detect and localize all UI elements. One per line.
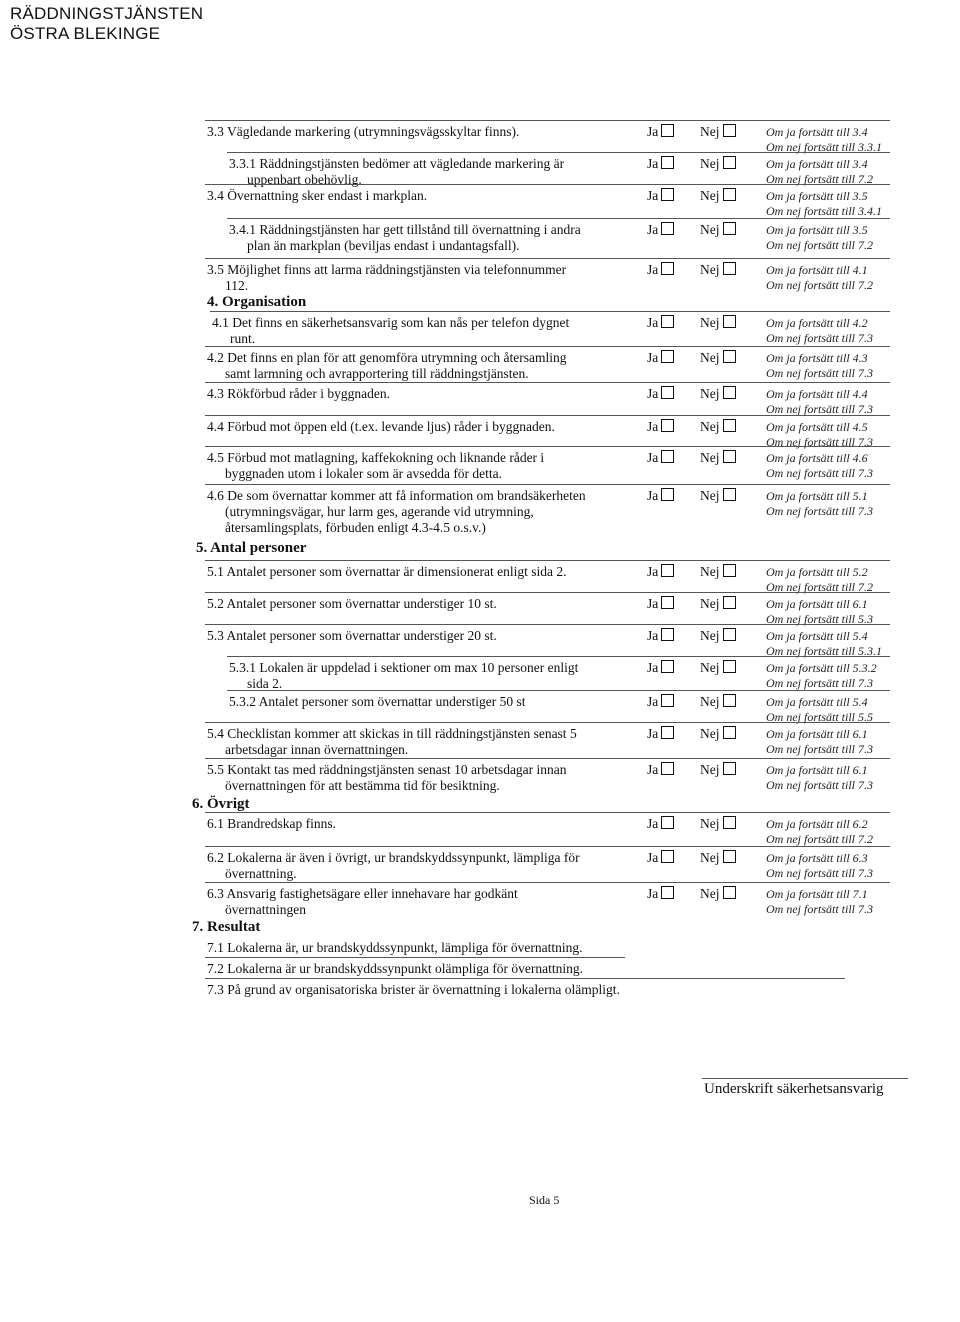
question-text: 4.1 Det finns en säkerhetsansvarig som kan nås per telefon dygnet bbox=[212, 315, 570, 330]
ja-instruction: Om ja fortsätt till 5.1 bbox=[766, 489, 868, 503]
result-7-1: 7.1 Lokalerna är, ur brandskyddssynpunkt, lämpliga för övernattning. bbox=[207, 940, 583, 955]
ja-checkbox[interactable] bbox=[647, 222, 674, 238]
row-separator bbox=[205, 758, 890, 759]
checkbox-square[interactable] bbox=[661, 660, 674, 673]
ja-checkbox[interactable] bbox=[647, 350, 674, 366]
row-separator bbox=[227, 152, 890, 153]
ja-checkbox[interactable] bbox=[647, 694, 674, 710]
result-7-2: 7.2 Lokalerna är ur brandskyddssynpunkt olämpliga för övernattning. bbox=[207, 961, 584, 976]
checkbox-square[interactable] bbox=[661, 222, 674, 235]
checkbox-square[interactable] bbox=[661, 188, 674, 201]
nej-label: Nej bbox=[700, 350, 720, 365]
row-separator bbox=[205, 882, 890, 883]
nej-label: Nej bbox=[700, 315, 720, 330]
nej-checkbox[interactable] bbox=[700, 816, 736, 832]
nej-instruction: Om nej fortsätt till 7.3 bbox=[766, 466, 874, 480]
question-text: 6.3 Ansvarig fastighetsägare eller innehavare har godkänt bbox=[207, 886, 518, 901]
ja-label: Ja bbox=[647, 188, 659, 203]
header-org-line1: RÄDDNINGSTJÄNSTEN bbox=[10, 4, 204, 23]
checkbox-square[interactable] bbox=[661, 886, 674, 899]
ja-checkbox[interactable] bbox=[647, 596, 674, 612]
ja-checkbox[interactable] bbox=[647, 124, 674, 140]
nej-instruction: Om nej fortsätt till 7.3 bbox=[766, 778, 874, 792]
ja-checkbox[interactable] bbox=[647, 488, 674, 504]
nej-checkbox[interactable] bbox=[700, 726, 736, 742]
ja-instruction: Om ja fortsätt till 5.3.2 bbox=[766, 661, 877, 675]
result-underline bbox=[205, 978, 845, 979]
row-separator bbox=[205, 846, 890, 847]
ja-checkbox[interactable] bbox=[647, 419, 674, 435]
ja-label: Ja bbox=[647, 596, 659, 611]
checkbox-square[interactable] bbox=[661, 450, 674, 463]
nej-label: Nej bbox=[700, 816, 720, 831]
checkbox-square[interactable] bbox=[661, 262, 674, 275]
checkbox-square[interactable] bbox=[723, 419, 736, 432]
ja-checkbox[interactable] bbox=[647, 262, 674, 278]
nej-instruction: Om nej fortsätt till 7.3 bbox=[766, 331, 874, 345]
checkbox-square[interactable] bbox=[723, 124, 736, 137]
question-text-cont: byggnaden utom i lokaler som är avsedda för detta. bbox=[225, 466, 503, 481]
question-text: 4.3 Rökförbud råder i byggnaden. bbox=[207, 386, 390, 401]
nej-checkbox[interactable] bbox=[700, 564, 736, 580]
row-separator bbox=[205, 346, 890, 347]
row-separator bbox=[205, 446, 890, 447]
question-text-cont: övernattningen för att bestämma tid för besiktning. bbox=[225, 778, 500, 793]
question-text: 5.4 Checklistan kommer att skickas in till räddningstjänsten senast 5 bbox=[207, 726, 577, 741]
checkbox-square[interactable] bbox=[723, 222, 736, 235]
nej-label: Nej bbox=[700, 762, 720, 777]
nej-label: Nej bbox=[700, 386, 720, 401]
nej-checkbox[interactable] bbox=[700, 386, 736, 402]
nej-checkbox[interactable] bbox=[700, 188, 736, 204]
nej-label: Nej bbox=[700, 262, 720, 277]
nej-instruction: Om nej fortsätt till 7.3 bbox=[766, 435, 874, 449]
ja-instruction: Om ja fortsätt till 5.2 bbox=[766, 565, 868, 579]
nej-instruction: Om nej fortsätt till 3.4.1 bbox=[766, 204, 883, 218]
ja-label: Ja bbox=[647, 850, 659, 865]
ja-label: Ja bbox=[647, 450, 659, 465]
nej-checkbox[interactable] bbox=[700, 850, 736, 866]
ja-label: Ja bbox=[647, 628, 659, 643]
ja-label: Ja bbox=[647, 694, 659, 709]
nej-instruction: Om nej fortsätt till 7.3 bbox=[766, 504, 874, 518]
checkbox-square[interactable] bbox=[661, 762, 674, 775]
nej-label: Nej bbox=[700, 694, 720, 709]
row-separator bbox=[205, 184, 890, 185]
question-text: 6.1 Brandredskap finns. bbox=[207, 816, 336, 831]
checkbox-square[interactable] bbox=[661, 564, 674, 577]
question-text-cont: övernattning. bbox=[225, 866, 297, 881]
ja-label: Ja bbox=[647, 315, 659, 330]
ja-checkbox[interactable] bbox=[647, 886, 674, 902]
ja-checkbox[interactable] bbox=[647, 188, 674, 204]
question-text: 4.4 Förbud mot öppen eld (t.ex. levande ljus) råder i byggnaden. bbox=[207, 419, 555, 434]
question-text: 3.4 Övernattning sker endast i markplan. bbox=[207, 188, 428, 203]
checkbox-square[interactable] bbox=[661, 694, 674, 707]
row-separator bbox=[210, 311, 890, 312]
nej-checkbox[interactable] bbox=[700, 315, 736, 331]
ja-instruction: Om ja fortsätt till 4.2 bbox=[766, 316, 868, 330]
question-text-cont: plan än markplan (beviljas endast i undantagsfall). bbox=[247, 238, 520, 253]
nej-checkbox[interactable] bbox=[700, 419, 736, 435]
row-separator bbox=[227, 218, 890, 219]
checkbox-square[interactable] bbox=[723, 628, 736, 641]
question-text: 6.2 Lokalerna är även i övrigt, ur brandskyddssynpunkt, lämpliga för bbox=[207, 850, 580, 865]
checkbox-square[interactable] bbox=[661, 816, 674, 829]
nej-instruction: Om nej fortsätt till 5.3.1 bbox=[766, 644, 883, 658]
checkbox-square[interactable] bbox=[723, 564, 736, 577]
question-text: 3.3 Vägledande markering (utrymningsvägsskyltar finns). bbox=[207, 124, 520, 139]
header-org-line2: ÖSTRA BLEKINGE bbox=[10, 24, 161, 43]
row-separator bbox=[227, 656, 890, 657]
nej-label: Nej bbox=[700, 419, 720, 434]
nej-checkbox[interactable] bbox=[700, 762, 736, 778]
ja-checkbox[interactable] bbox=[647, 726, 674, 742]
row-separator bbox=[205, 415, 890, 416]
nej-checkbox[interactable] bbox=[700, 488, 736, 504]
ja-checkbox[interactable] bbox=[647, 660, 674, 676]
ja-label: Ja bbox=[647, 660, 659, 675]
nej-instruction: Om nej fortsätt till 7.3 bbox=[766, 676, 874, 690]
checkbox-square[interactable] bbox=[661, 350, 674, 363]
row-separator bbox=[205, 560, 890, 561]
nej-instruction: Om nej fortsätt till 7.3 bbox=[766, 366, 874, 380]
ja-checkbox[interactable] bbox=[647, 156, 674, 172]
ja-instruction: Om ja fortsätt till 7.1 bbox=[766, 887, 868, 901]
ja-instruction: Om ja fortsätt till 6.2 bbox=[766, 817, 868, 831]
checkbox-square[interactable] bbox=[723, 188, 736, 201]
nej-checkbox[interactable] bbox=[700, 694, 736, 710]
checkbox-square[interactable] bbox=[723, 726, 736, 739]
nej-label: Nej bbox=[700, 886, 720, 901]
nej-label: Nej bbox=[700, 726, 720, 741]
nej-label: Nej bbox=[700, 156, 720, 171]
checkbox-square[interactable] bbox=[723, 886, 736, 899]
nej-instruction: Om nej fortsätt till 7.3 bbox=[766, 902, 874, 916]
nej-label: Nej bbox=[700, 124, 720, 139]
nej-checkbox[interactable] bbox=[700, 156, 736, 172]
result-underline bbox=[205, 957, 625, 958]
ja-label: Ja bbox=[647, 222, 659, 237]
nej-label: Nej bbox=[700, 660, 720, 675]
ja-checkbox[interactable] bbox=[647, 450, 674, 466]
question-text-cont: (utrymningsvägar, hur larm ges, agerande vid utrymning, bbox=[225, 504, 534, 519]
question-text-cont: arbetsdagar innan övernattningen. bbox=[225, 742, 409, 757]
nej-instruction: Om nej fortsätt till 7.2 bbox=[766, 278, 874, 292]
checkbox-square[interactable] bbox=[723, 386, 736, 399]
ja-instruction: Om ja fortsätt till 4.5 bbox=[766, 420, 868, 434]
row-separator bbox=[205, 258, 890, 259]
question-text: 3.3.1 Räddningstjänsten bedömer att vägledande markering är bbox=[229, 156, 565, 171]
ja-label: Ja bbox=[647, 262, 659, 277]
checkbox-square[interactable] bbox=[723, 450, 736, 463]
checkbox-square[interactable] bbox=[723, 816, 736, 829]
nej-instruction: Om nej fortsätt till 5.3 bbox=[766, 612, 874, 626]
ja-instruction: Om ja fortsätt till 3.5 bbox=[766, 223, 868, 237]
ja-instruction: Om ja fortsätt till 4.1 bbox=[766, 263, 868, 277]
question-text: 4.5 Förbud mot matlagning, kaffekokning och liknande råder i bbox=[207, 450, 545, 465]
ja-instruction: Om ja fortsätt till 6.3 bbox=[766, 851, 868, 865]
nej-instruction: Om nej fortsätt till 5.5 bbox=[766, 710, 874, 724]
ja-label: Ja bbox=[647, 488, 659, 503]
section-heading-resultat: 7. Resultat bbox=[192, 919, 261, 935]
ja-label: Ja bbox=[647, 762, 659, 777]
nej-label: Nej bbox=[700, 188, 720, 203]
nej-label: Nej bbox=[700, 488, 720, 503]
question-text: 5.1 Antalet personer som övernattar är dimensionerat enligt sida 2. bbox=[207, 564, 567, 579]
nej-instruction: Om nej fortsätt till 7.2 bbox=[766, 580, 874, 594]
nej-checkbox[interactable] bbox=[700, 596, 736, 612]
nej-label: Nej bbox=[700, 628, 720, 643]
ja-label: Ja bbox=[647, 156, 659, 171]
checkbox-square[interactable] bbox=[661, 124, 674, 137]
nej-checkbox[interactable] bbox=[700, 660, 736, 676]
nej-instruction: Om nej fortsätt till 7.3 bbox=[766, 742, 874, 756]
checkbox-square[interactable] bbox=[723, 156, 736, 169]
ja-instruction: Om ja fortsätt till 6.1 bbox=[766, 727, 868, 741]
ja-label: Ja bbox=[647, 124, 659, 139]
question-text: 4.6 De som övernattar kommer att få information om brandsäkerheten bbox=[207, 488, 586, 503]
row-separator bbox=[205, 484, 890, 485]
result-7-3: 7.3 På grund av organisatoriska brister är övernattning i lokalerna olämpligt. bbox=[207, 982, 620, 997]
question-text-cont: återsamlingsplats, förbuden enligt 4.3-4.5 o.s.v.) bbox=[225, 520, 486, 535]
ja-label: Ja bbox=[647, 726, 659, 741]
page-number: Sida 5 bbox=[529, 1193, 560, 1207]
nej-instruction: Om nej fortsätt till 7.3 bbox=[766, 866, 874, 880]
row-separator bbox=[205, 120, 890, 121]
checkbox-square[interactable] bbox=[723, 694, 736, 707]
question-text: 5.3.2 Antalet personer som övernattar understiger 50 st bbox=[229, 694, 526, 709]
question-text-cont: 112. bbox=[225, 278, 249, 293]
checkbox-square[interactable] bbox=[661, 628, 674, 641]
question-text: 5.2 Antalet personer som övernattar understiger 10 st. bbox=[207, 596, 497, 611]
checkbox-square[interactable] bbox=[661, 156, 674, 169]
ja-checkbox[interactable] bbox=[647, 386, 674, 402]
ja-checkbox[interactable] bbox=[647, 628, 674, 644]
ja-label: Ja bbox=[647, 816, 659, 831]
nej-checkbox[interactable] bbox=[700, 124, 736, 140]
ja-instruction: Om ja fortsätt till 6.1 bbox=[766, 597, 868, 611]
section-heading-organisation: 4. Organisation bbox=[207, 294, 307, 310]
nej-label: Nej bbox=[700, 564, 720, 579]
row-separator bbox=[205, 382, 890, 383]
ja-label: Ja bbox=[647, 886, 659, 901]
nej-checkbox[interactable] bbox=[700, 350, 736, 366]
checkbox-square[interactable] bbox=[723, 262, 736, 275]
nej-label: Nej bbox=[700, 596, 720, 611]
ja-instruction: Om ja fortsätt till 3.4 bbox=[766, 125, 868, 139]
question-text: 5.3.1 Lokalen är uppdelad i sektioner om max 10 personer enligt bbox=[229, 660, 579, 675]
ja-instruction: Om ja fortsätt till 3.5 bbox=[766, 189, 868, 203]
ja-instruction: Om ja fortsätt till 6.1 bbox=[766, 763, 868, 777]
row-separator bbox=[227, 690, 890, 691]
question-text: 4.2 Det finns en plan för att genomföra utrymning och återsamling bbox=[207, 350, 567, 365]
question-text: 3.4.1 Räddningstjänsten har gett tillstånd till övernattning i andra bbox=[229, 222, 581, 237]
checkbox-square[interactable] bbox=[661, 596, 674, 609]
section-heading-antal-personer: 5. Antal personer bbox=[196, 540, 307, 556]
ja-checkbox[interactable] bbox=[647, 564, 674, 580]
signature-line bbox=[702, 1078, 908, 1079]
nej-instruction: Om nej fortsätt till 7.2 bbox=[766, 238, 874, 252]
checkbox-square[interactable] bbox=[723, 850, 736, 863]
nej-checkbox[interactable] bbox=[700, 222, 736, 238]
row-separator bbox=[205, 592, 890, 593]
ja-checkbox[interactable] bbox=[647, 315, 674, 331]
signature-label: Underskrift säkerhetsansvarig bbox=[704, 1081, 884, 1097]
nej-label: Nej bbox=[700, 850, 720, 865]
nej-instruction: Om nej fortsätt till 7.3 bbox=[766, 402, 874, 416]
nej-instruction: Om nej fortsätt till 7.2 bbox=[766, 172, 874, 186]
nej-label: Nej bbox=[700, 450, 720, 465]
checkbox-square[interactable] bbox=[723, 762, 736, 775]
nej-checkbox[interactable] bbox=[700, 886, 736, 902]
ja-checkbox[interactable] bbox=[647, 762, 674, 778]
checkbox-square[interactable] bbox=[723, 660, 736, 673]
checkbox-square[interactable] bbox=[661, 315, 674, 328]
nej-checkbox[interactable] bbox=[700, 262, 736, 278]
question-text-cont: runt. bbox=[230, 331, 256, 346]
ja-instruction: Om ja fortsätt till 5.4 bbox=[766, 629, 868, 643]
ja-checkbox[interactable] bbox=[647, 850, 674, 866]
question-text: 5.3 Antalet personer som övernattar understiger 20 st. bbox=[207, 628, 497, 643]
checkbox-square[interactable] bbox=[723, 315, 736, 328]
question-text-cont: övernattningen bbox=[225, 902, 306, 917]
ja-label: Ja bbox=[647, 564, 659, 579]
question-text-cont: uppenbart obehövlig. bbox=[247, 172, 362, 187]
checkbox-square[interactable] bbox=[723, 350, 736, 363]
ja-label: Ja bbox=[647, 419, 659, 434]
row-separator bbox=[205, 722, 890, 723]
ja-instruction: Om ja fortsätt till 5.4 bbox=[766, 695, 868, 709]
nej-instruction: Om nej fortsätt till 7.2 bbox=[766, 832, 874, 846]
checkbox-square[interactable] bbox=[661, 419, 674, 432]
row-separator bbox=[205, 624, 890, 625]
nej-checkbox[interactable] bbox=[700, 628, 736, 644]
ja-label: Ja bbox=[647, 350, 659, 365]
question-text-cont: samt larmning och avrapportering till räddningstjänsten. bbox=[225, 366, 529, 381]
nej-instruction: Om nej fortsätt till 3.3.1 bbox=[766, 140, 883, 154]
ja-instruction: Om ja fortsätt till 4.4 bbox=[766, 387, 868, 401]
question-text-cont: sida 2. bbox=[247, 676, 283, 691]
ja-instruction: Om ja fortsätt till 3.4 bbox=[766, 157, 868, 171]
nej-label: Nej bbox=[700, 222, 720, 237]
question-text: 5.5 Kontakt tas med räddningstjänsten senast 10 arbetsdagar innan bbox=[207, 762, 567, 777]
ja-checkbox[interactable] bbox=[647, 816, 674, 832]
checkbox-square[interactable] bbox=[723, 596, 736, 609]
row-separator bbox=[205, 812, 890, 813]
section-heading-ovrigt: 6. Övrigt bbox=[192, 796, 250, 812]
checkbox-square[interactable] bbox=[661, 386, 674, 399]
checkbox-square[interactable] bbox=[661, 850, 674, 863]
nej-checkbox[interactable] bbox=[700, 450, 736, 466]
question-text: 3.5 Möjlighet finns att larma räddningstjänsten via telefonnummer bbox=[207, 262, 567, 277]
ja-instruction: Om ja fortsätt till 4.3 bbox=[766, 351, 868, 365]
checkbox-square[interactable] bbox=[723, 488, 736, 501]
ja-instruction: Om ja fortsätt till 4.6 bbox=[766, 451, 868, 465]
checkbox-square[interactable] bbox=[661, 488, 674, 501]
ja-label: Ja bbox=[647, 386, 659, 401]
checkbox-square[interactable] bbox=[661, 726, 674, 739]
